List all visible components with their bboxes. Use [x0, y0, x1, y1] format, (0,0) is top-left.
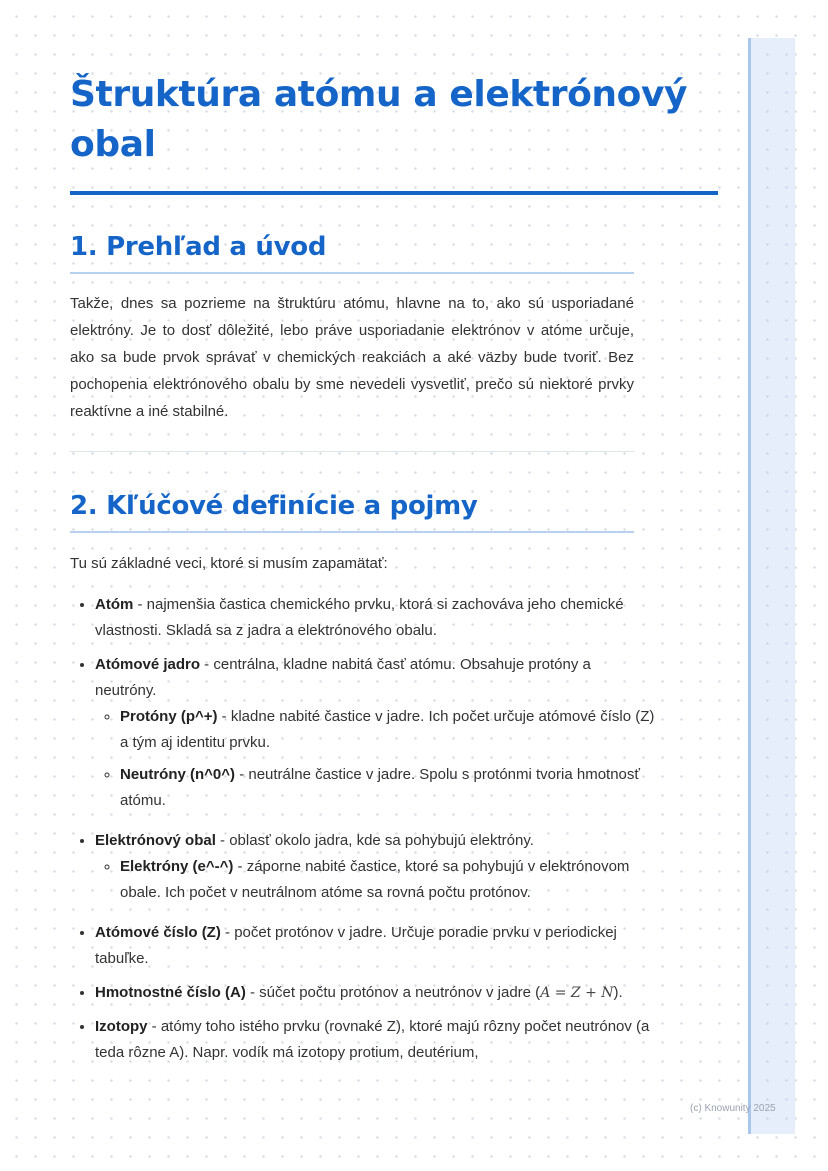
section-1-heading: 1. Prehľad a úvod — [70, 232, 327, 262]
list-item-atom — [95, 592, 655, 644]
section-divider — [70, 451, 634, 452]
term-description-end: ). — [613, 984, 623, 1001]
section-2-heading: 2. Kľúčové definície a pojmy — [70, 491, 478, 521]
term-description: - centrálna, kladne nabitá časť atómu. Obsahuje protóny a neutróny. — [95, 656, 591, 699]
term-description: - atómy toho istého prvku (rovnaké Z), ktoré majú rôzny počet neutrónov (a teda rôzne A). Napr. vodík má izotopy protium, deutérium, — [95, 1018, 650, 1061]
sub-item-protons — [120, 704, 655, 756]
sub-list — [95, 854, 655, 906]
term-label: Neutróny (n^0^) — [120, 766, 236, 783]
mass-number-formula: A = Z + N — [540, 985, 614, 1001]
sub-item-electrons — [120, 854, 655, 906]
term-description: - počet protónov v jadre. Určuje poradie prvku v periodickej tabuľke. — [95, 924, 617, 967]
term-description: - najmenšia častica chemického prvku, ktorá si zachováva jeho chemické vlastnosti. Skladá sa z jadra a elektrónového obalu. — [95, 596, 624, 639]
section-1-text: Takže, dnes sa pozrieme na štruktúru atómu, hlavne na to, ako sú usporiadané elektróny. Je to dosť dôležité, lebo práve usporiadanie elektrónov v atóme určuje, ako sa bude prvok správať v chemických reakciách a aké väzby bude tvoriť. Bez pochopenia elektrónového obalu by sme nevedeli vysvetliť, prečo sú niektoré prvky reaktívne a iné stabilné. — [70, 295, 634, 420]
term-description: - neutrálne častice v jadre. Spolu s protónmi tvoria hmotnosť atómu. — [120, 766, 641, 809]
term-label: Protóny (p^+) — [120, 708, 218, 725]
definition-list — [70, 592, 655, 1074]
term-label: Atómové jadro — [95, 656, 201, 673]
term-label: Atóm — [95, 596, 134, 613]
side-margin-band — [748, 38, 795, 1134]
list-item-mass-number — [95, 980, 655, 1006]
copyright-footer: (c) Knowunity 2025 — [690, 1103, 776, 1114]
term-description: - kladne nabité častice v jadre. Ich počet určuje atómové číslo (Z) a tým aj identitu prvku. — [120, 708, 655, 751]
list-item-isotopes — [95, 1014, 655, 1066]
sub-list — [95, 704, 655, 814]
term-label: Hmotnostné číslo (A) — [95, 984, 246, 1001]
section-1-underline — [70, 272, 634, 274]
section-2-underline — [70, 531, 634, 533]
title-underline — [70, 191, 718, 195]
term-label: Izotopy — [95, 1018, 148, 1035]
list-item-atomic-number — [95, 920, 655, 972]
section-2-lead: Tu sú základné veci, ktoré si musím zapamätať: — [70, 555, 388, 572]
sub-item-neutrons — [120, 762, 655, 814]
term-label: Elektrónový obal — [95, 832, 216, 849]
term-description: - súčet počtu protónov a neutrónov v jadre ( — [245, 984, 541, 1001]
term-label: Atómové číslo (Z) — [95, 924, 221, 941]
list-item-electron-shell — [95, 828, 655, 906]
list-item-nucleus — [95, 652, 655, 814]
term-label: Elektróny (e^-^) — [120, 858, 234, 875]
term-description: - oblasť okolo jadra, kde sa pohybujú elektróny. — [215, 832, 534, 849]
page-title: Štruktúra atómu a elektrónový obal — [70, 74, 688, 165]
term-description: - záporne nabité častice, ktoré sa pohybujú v elektrónovom obale. Ich počet v neutrálnom atóme sa rovná počtu protónov. — [120, 858, 630, 901]
